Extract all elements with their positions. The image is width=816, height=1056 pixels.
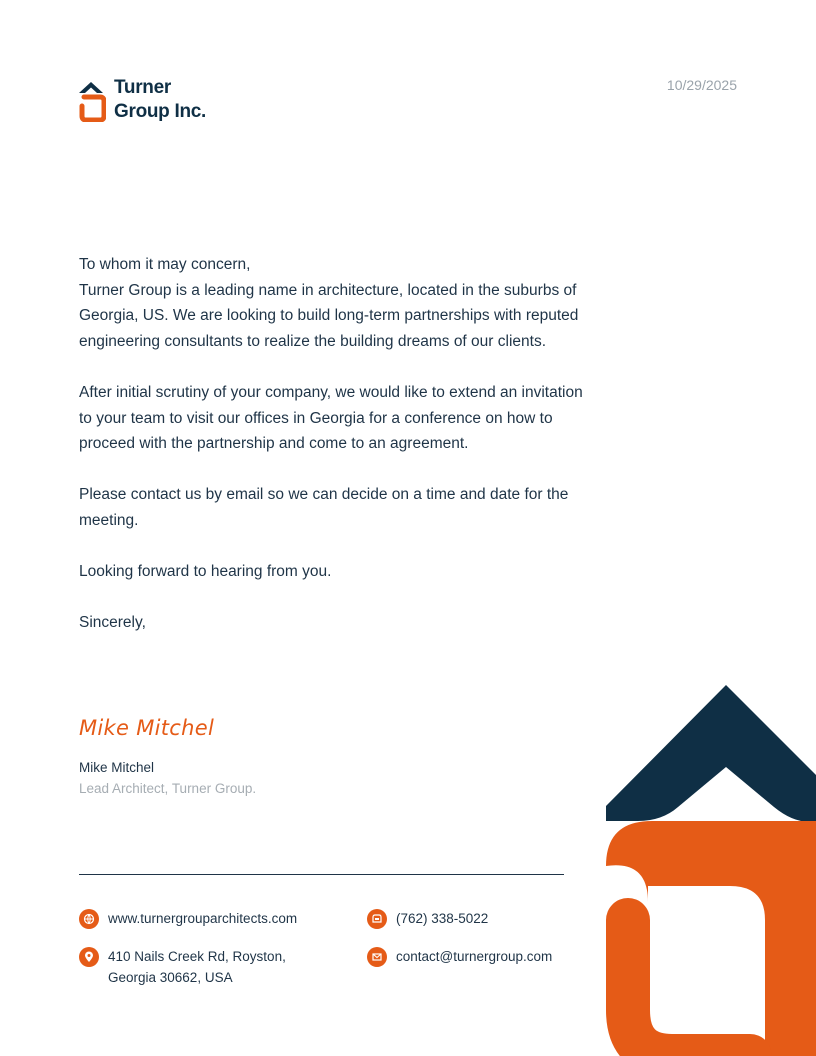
address-line-1: 410 Nails Creek Rd, Royston, — [108, 949, 286, 964]
footer-divider — [79, 874, 564, 875]
email-link[interactable]: contact@turnergroup.com — [396, 949, 553, 964]
house-logo-icon — [78, 76, 106, 122]
salutation: To whom it may concern, — [79, 256, 251, 273]
decorative-roof-shape — [606, 685, 816, 822]
paragraph-4: Looking forward to hearing from you. — [79, 563, 332, 581]
contact-address — [79, 947, 286, 988]
envelope-icon — [367, 947, 387, 967]
signer-name: Mike Mitchel — [79, 760, 155, 775]
letter-date: 10/29/2025 — [666, 77, 737, 93]
address-line-2: Georgia 30662, USA — [108, 969, 233, 985]
decorative-base-shape — [628, 920, 750, 1056]
letter-body — [79, 252, 599, 662]
contact-phone[interactable] — [367, 909, 488, 930]
globe-icon — [79, 909, 99, 929]
location-pin-icon — [79, 947, 99, 967]
company-logo — [78, 76, 206, 124]
paragraph-1: Turner Group is a leading name in architecture, located in the suburbs of Georgia, US. We are looking to build long-term partnerships with reputed engineering consultants to realize the building dreams of our clients. — [79, 281, 579, 350]
website-link[interactable]: www.turnergrouparchitects.com — [108, 911, 298, 926]
paragraph-2: After initial scrutiny of your company, we would like to extend an invitation to your team to visit our offices in Georgia for a conference on how to proceed with the partnership and come to an agreement. — [79, 383, 583, 453]
signer-title: Lead Architect, Turner Group. — [79, 781, 257, 796]
company-name-line2: Group Inc. — [114, 101, 207, 122]
address-text — [108, 947, 286, 988]
paragraph-3: Please contact us by email so we can decide on a time and date for the meeting. — [79, 486, 569, 529]
phone-icon — [367, 909, 387, 929]
decorative-house-graphic — [600, 680, 816, 1056]
handwritten-signature: Mike Mitchel — [79, 716, 215, 740]
phone-number[interactable]: (762) 338-5022 — [396, 911, 489, 926]
company-name — [114, 76, 206, 124]
closing: Sincerely, — [79, 614, 146, 632]
company-name-line1: Turner — [114, 77, 171, 98]
contact-website[interactable] — [79, 909, 297, 930]
contact-email[interactable] — [367, 947, 552, 968]
